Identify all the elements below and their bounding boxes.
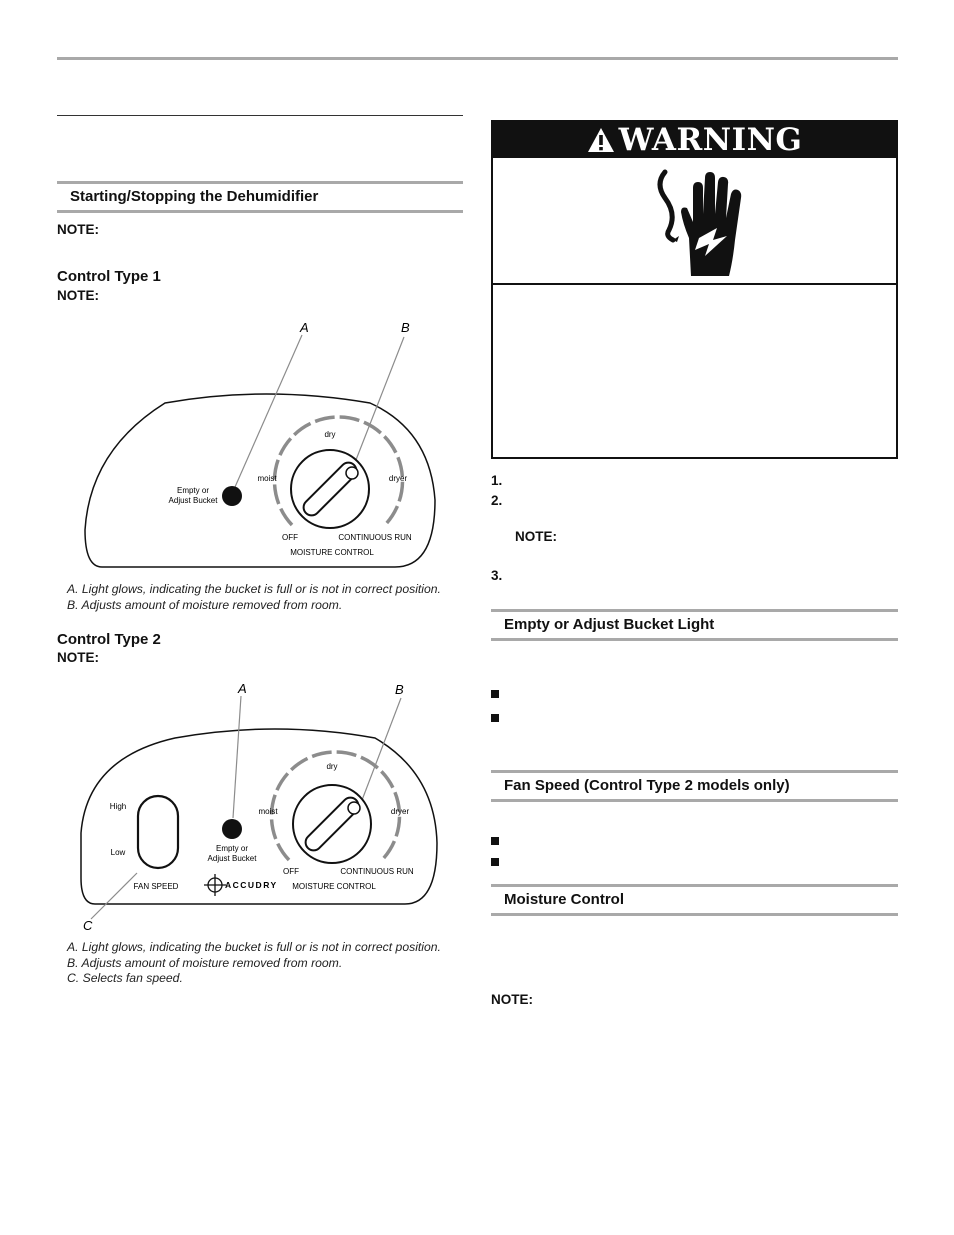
step-1-number: 1. bbox=[491, 473, 503, 488]
control-panel-type-2-diagram bbox=[75, 678, 450, 940]
control-type-1-note: NOTE: bbox=[57, 288, 99, 303]
control-type-2-title: Control Type 2 bbox=[57, 631, 161, 648]
label-high: High bbox=[109, 802, 127, 811]
label-dryer: dryer bbox=[388, 474, 408, 483]
warning-box bbox=[491, 120, 898, 459]
warning-triangle-icon bbox=[587, 127, 615, 153]
callout-b: B bbox=[401, 320, 410, 335]
warning-title: WARNING bbox=[618, 122, 803, 158]
label-moisture-control: MOISTURE CONTROL bbox=[290, 548, 374, 557]
caption-2c: C. Selects fan speed. bbox=[67, 971, 183, 985]
brand-name: ACCUDRY bbox=[225, 880, 278, 890]
label-low: Low bbox=[110, 848, 126, 857]
callout-line-a bbox=[233, 696, 241, 818]
label-moist: moist bbox=[257, 474, 277, 483]
label-continuous-run: CONTINUOUS RUN bbox=[338, 533, 412, 542]
bullet bbox=[491, 714, 499, 722]
callout-line-a bbox=[235, 335, 302, 487]
control-panel-type-1-diagram bbox=[80, 315, 450, 575]
bullet bbox=[491, 690, 499, 698]
caption-1a: A. Light glows, indicating the bucket is full or is not in correct position. bbox=[67, 582, 441, 596]
light-label-line-1: Empty or bbox=[176, 486, 210, 495]
bullet bbox=[491, 858, 499, 866]
panel-outline bbox=[81, 729, 437, 904]
caption-1b: B. Adjusts amount of moisture removed from room. bbox=[67, 598, 343, 612]
callout-b: B bbox=[395, 682, 404, 697]
caption-2a: A. Light glows, indicating the bucket is full or is not in correct position. bbox=[67, 940, 441, 954]
label-fan-speed: FAN SPEED bbox=[133, 882, 179, 891]
callout-a: A bbox=[238, 681, 247, 696]
electric-shock-hand-icon bbox=[653, 168, 745, 278]
section-heading-starting: Starting/Stopping the Dehumidifier bbox=[57, 181, 463, 213]
left-top-rule bbox=[57, 115, 463, 116]
empty-bucket-light bbox=[222, 486, 242, 506]
callout-line-b bbox=[359, 698, 401, 808]
bullet bbox=[491, 837, 499, 845]
step-note: NOTE: bbox=[515, 529, 557, 544]
empty-bucket-light bbox=[222, 819, 242, 839]
knob-indicator bbox=[346, 467, 358, 479]
label-dry: dry bbox=[324, 430, 336, 439]
callout-a: A bbox=[300, 320, 309, 335]
light-label-line-1: Empty or bbox=[215, 844, 249, 853]
label-moist: moist bbox=[258, 807, 278, 816]
label-continuous-run: CONTINUOUS RUN bbox=[340, 867, 414, 876]
section-heading-bucket-light: Empty or Adjust Bucket Light bbox=[491, 609, 898, 641]
warning-divider bbox=[493, 283, 896, 285]
light-label-line-2: Adjust Bucket bbox=[168, 496, 218, 505]
label-off: OFF bbox=[282, 533, 298, 542]
label-moisture-control: MOISTURE CONTROL bbox=[292, 882, 376, 891]
label-off: OFF bbox=[283, 867, 299, 876]
light-label-line-2: Adjust Bucket bbox=[207, 854, 257, 863]
moisture-note: NOTE: bbox=[491, 992, 533, 1007]
control-type-1-title: Control Type 1 bbox=[57, 268, 161, 285]
label-dryer: dryer bbox=[390, 807, 410, 816]
section-heading-fan-speed: Fan Speed (Control Type 2 models only) bbox=[491, 770, 898, 802]
top-rule bbox=[57, 57, 898, 60]
caption-2b: B. Adjusts amount of moisture removed from room. bbox=[67, 956, 343, 970]
label-dry: dry bbox=[326, 762, 338, 771]
control-type-2-note: NOTE: bbox=[57, 650, 99, 665]
note-label: NOTE: bbox=[57, 222, 99, 237]
brand-logo bbox=[204, 874, 278, 896]
step-3-number: 3. bbox=[491, 568, 503, 583]
knob-indicator bbox=[348, 802, 360, 814]
fan-speed-switch[interactable] bbox=[138, 796, 178, 868]
warning-header bbox=[493, 122, 896, 158]
step-2-number: 2. bbox=[491, 493, 503, 508]
section-heading-moisture-control: Moisture Control bbox=[491, 884, 898, 916]
callout-c: C bbox=[83, 918, 93, 933]
callout-line-c bbox=[91, 873, 137, 919]
